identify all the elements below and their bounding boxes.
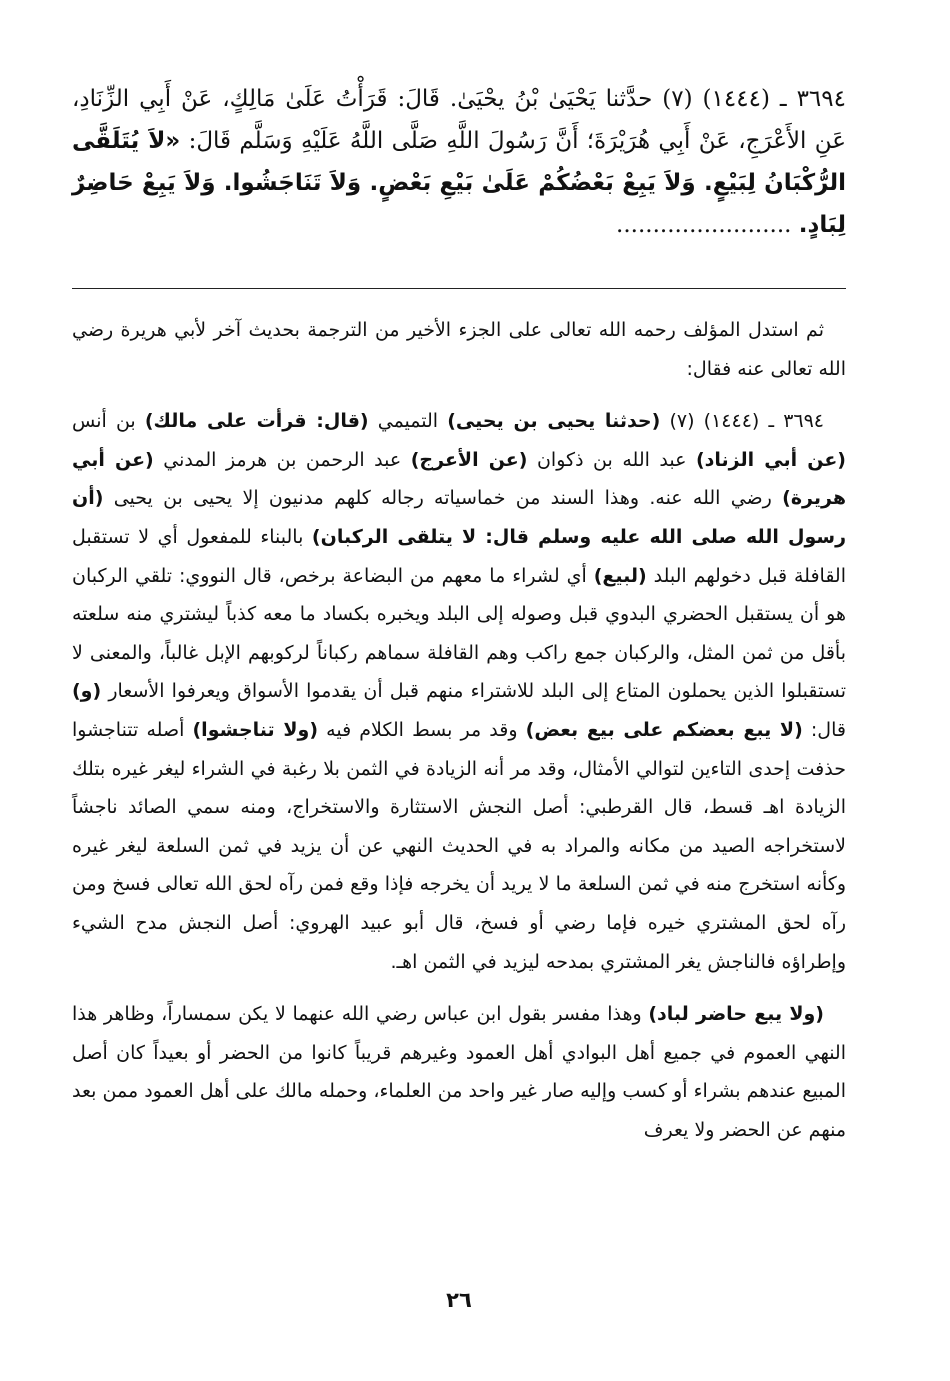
quoted-text: (لا يبع بعضكم على بيع بعض) (525, 718, 803, 741)
explanation-text: أي لشراء ما معهم من البضاعة برخص، قال النووي: تلقي الركبان هو أن يستقبل الحضري البدوي قبل وصوله إلى البلد ويخبره بكساد ما معه كذباً ليشتري منه سلعته بأقل من ثمن المثل، والركبان جمع راكب وهم القافلة سماهم ركباناً لركوبهم الإبل غالباً، والمعنى لا تستقبلوا الذين يحملون المتاع إلى البلد للاشتراء منهم قبل أن يقدموا الأسواق ويعرفوا الأسعار (72, 564, 846, 703)
explanation-text: بن أنس (72, 410, 145, 433)
hadith-ellipsis: ........................ (616, 212, 792, 238)
hadith-text (72, 78, 846, 246)
document-page (72, 78, 846, 1328)
quoted-text: (قال: قرأت على مالك) (144, 410, 369, 433)
explanation-text: بالبناء للمفعول أي لا تستقبل القافلة قبل دخولهم البلد (72, 525, 846, 587)
commentary-paragraph-2 (72, 402, 846, 981)
quoted-text: (و) (72, 680, 102, 703)
explanation-text: عبد الله بن ذكوان (527, 448, 696, 471)
explanation-text: قال: (802, 718, 846, 741)
quoted-text: (عن الأعرج) (410, 448, 528, 471)
explanation-text: عبد الرحمن بن هرمز المدني (153, 448, 411, 471)
explanation-text: رضي الله عنه. وهذا السند من خماسياته رجاله كلهم مدنيون إلا يحيى بن يحيى (103, 487, 783, 510)
explanation-text: وقد مر بسط الكلام فيه (318, 718, 526, 741)
hadith-isnad: ٣٦٩٤ ـ (١٤٤٤) (٧) حدَّثنا يَحْيَىٰ بْنُ يحْيَىٰ. قَالَ: قَرَأْتُ عَلَىٰ مَالِكٍ، عَنْ أَبِي الزِّنَادِ، عَنِ الأَعْرَجِ، عَنْ أَبِي هُرَيْرَةَ؛ أَنَّ رَسُولَ اللَّهِ صَلَّى اللَّهُ عَلَيْهِ وَسَلَّم قَالَ: (72, 86, 846, 154)
commentary (72, 311, 846, 1149)
quoted-text: (ولا تناجشوا) (192, 718, 319, 741)
section-divider (72, 288, 846, 289)
explanation-text: التميمي (368, 410, 448, 433)
commentary-intro: ثم استدل المؤلف رحمه الله تعالى على الجزء الأخير من الترجمة بحديث آخر لأبي هريرة رضي الله تعالى عنه فقال: (72, 319, 846, 380)
quoted-text: (أن رسول الله صلى الله عليه وسلم قال: لا يتلقى الركبان) (72, 487, 847, 548)
hadith-number: ٣٦٩٤ ـ (١٤٤٤) (٧) (660, 410, 825, 433)
page-number: ٢٦ (446, 1288, 472, 1312)
commentary-paragraph-3 (72, 995, 846, 1149)
quoted-text: (حدثنا يحيى بن يحيى) (447, 410, 661, 433)
explanation-text: وهذا مفسر بقول ابن عباس رضي الله عنهما لا يكن سمساراً، وظاهر هذا النهي العموم في جميع أهل البوادي أهل العمود وغيرهم قريباً كانوا من الحضر أو بعيداً كان أصل المبيع عندهم بشراء أو كسب وإليه صار غير واحد من العلماء، وحمله مالك على أهل العمود ممن بعد منهم عن الحضر ولا يعرف (72, 1003, 846, 1141)
hadith-matn: «لاَ يُتَلَقَّى الرُّكْبَانُ لِبَيْعٍ. وَلاَ يَبِعْ بَعْضُكُمْ عَلَىٰ بَيْعِ بَعْضٍ. وَلاَ تَنَاجَشُوا. وَلاَ يَبِعْ حَاضِرٌ لِبَادٍ. (72, 128, 846, 238)
explanation-text: أصله تتناجشوا حذفت إحدى التاءين لتوالي الأمثال، وقد مر أنه الزيادة في الثمن بلا رغبة في الشراء ليغر غيره بتلك الزيادة اهـ قسط، قال القرطبي: أصل النجش الاستثارة والاستخراج، ومنه سمي الصائد ناجشاً لاستخراجه الصيد من مكانه والمراد به في الحديث النهي عن أن يزيد في ثمن السلعة ليغر غيره وكأنه استخرج منه في ثمن السلعة ما لا يريد أن يخرجه فإذا وقع فمن رآه لحق الله تعالى فسخ ومن رآه لحق المشتري خيره فإما رضي أو فسخ، قال أبو عبيد الهروي: أصل النجش مدح الشيء وإطراؤه فالناجش يغر المشتري بمدحه ليزيد في الثمن اهـ. (72, 718, 846, 973)
quoted-text: (ولا يبع حاضر لباد) (648, 1003, 824, 1026)
quoted-text: (عن أبي الزناد) (695, 448, 846, 471)
quoted-text: (لبيع) (593, 564, 647, 587)
quoted-text: (عن أبي هريرة) (72, 448, 846, 510)
